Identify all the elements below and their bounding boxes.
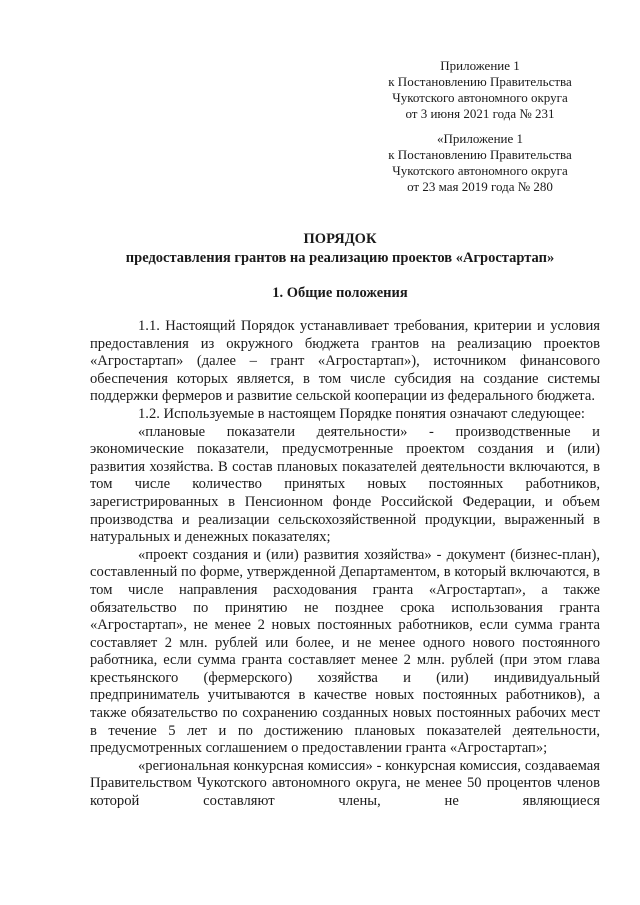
appendix-line: «Приложение 1 [436,131,524,146]
document-title [90,230,590,268]
paragraph: «плановые показатели деятельности» - производственные и экономические показатели, предусмотренные проектом создания и (или) развития хозяйства. В состав плановых показателей деятельности включаются, в том числе количество принятых новых постоянных работников, зарегистрированных в Пенсионном фонде Российской Федерации, и объем производства и реализации сельскохозяйственной продукции, выраженный в натуральных и денежных показателях; [90,423,600,546]
appendix-line: от 3 июня 2021 года № 231 [405,106,555,121]
appendix-line: Приложение 1 [440,58,520,73]
paragraph: 1.2. Используемые в настоящем Порядке понятия означают следующее: [138,405,585,422]
paragraph: «проект создания и (или) развития хозяйства» - документ (бизнес-план), составленный по форме, утвержденной Департаментом, в который включаются, в том числе направления расходования гранта «Агростартап», а также обязательство по принятию не позднее срока использования гранта «Агростартап», не менее 2 новых постоянных работников, если сумма гранта составляет 2 млн. рублей или более, и не менее одного нового постоянного работника, если сумма гранта составляет менее 2 млн. рублей (при этом глава крестьянского (фермерского) хозяйства и (или) индивидуальный предприниматель учитываются в качестве новых постоянных работников), а также обязательство по сохранению созданных новых постоянных рабочих мест в течение 5 лет и по достижению плановых показателей деятельности, предусмотренных соглашением о предоставлении гранта «Агростартап»; [90,546,600,757]
appendix-line: к Постановлению Правительства [388,74,572,89]
paragraph: 1.1. Настоящий Порядок устанавливает требования, критерии и условия предоставления из окружного бюджета грантов на реализацию проектов «Агростартап» (далее – грант «Агростартап»), источником финансового обеспечения которых является, в том числе субсидия на создание системы поддержки фермеров и развитие сельской кооперации из федерального бюджета. [90,318,600,405]
section-heading: 1. Общие положения [272,285,408,301]
title-main: ПОРЯДОК [303,231,377,247]
appendix-line: Чукотского автономного округа [392,90,568,105]
appendix-header-current [360,58,600,122]
appendix-line: Чукотского автономного округа [392,163,568,178]
section-body [90,318,600,811]
paragraph: «региональная конкурсная комиссия» - конкурсная комиссия, создаваемая Правительством Чукотского автономного округа, не менее 50 процентов членов которой составляют члены, не являющиеся [90,757,600,810]
appendix-line: к Постановлению Правительства [388,147,572,162]
appendix-header-previous [360,131,600,195]
title-subtitle: предоставления грантов на реализацию проектов «Агростартап» [125,250,555,266]
appendix-line: от 23 мая 2019 года № 280 [407,179,553,194]
